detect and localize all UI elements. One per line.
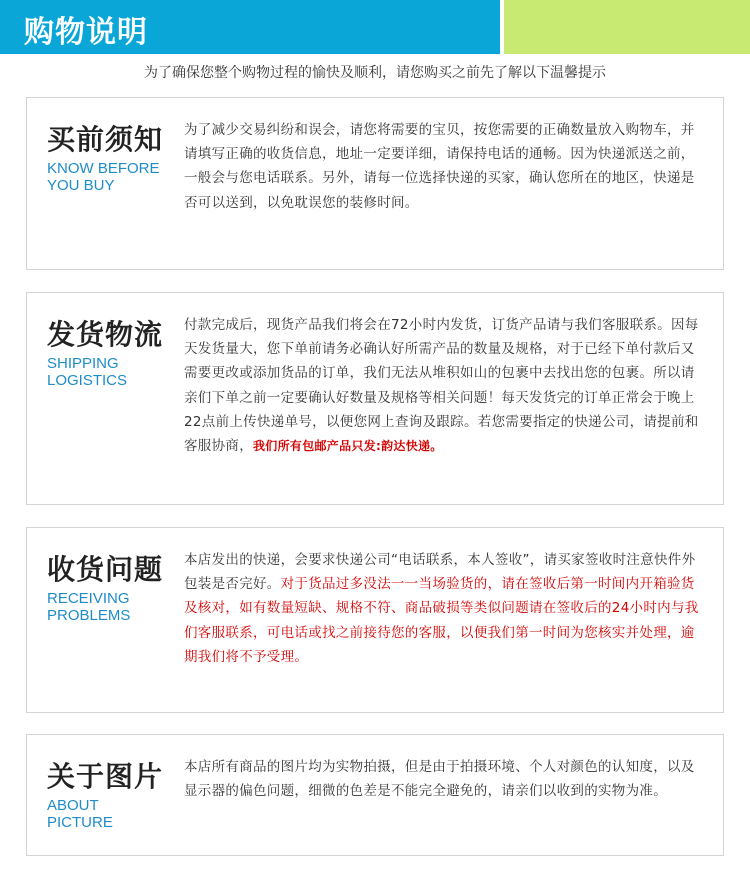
body-highlight-red: 我们所有包邮产品只发:韵达快递。 xyxy=(253,439,443,454)
section-about-picture xyxy=(26,734,724,856)
section-english-title xyxy=(47,797,177,831)
body-text: 本店发出的快递，会要求快递公司“电话联系，本人签收”，请买家签收时注意快件外包装是否完好。 xyxy=(184,552,696,593)
section-body xyxy=(184,548,704,669)
body-highlight-red: 对于货品过多没法一一当场验货的，请在签收后第一时间内开箱验货及核对，如有数量短缺、规格不符、商品破损等类似问题请在签收后的24小时内与我们客服联系，可电话或找之前接待您的客服，以便我们第一时间为您核实并处理，逾期我们将不予受理。 xyxy=(184,576,699,665)
english-title-line: YOU BUY xyxy=(47,177,115,194)
section-heading: 收货问题 xyxy=(47,553,164,586)
english-title-line: PROBLEMS xyxy=(47,607,131,624)
section-body xyxy=(184,313,704,458)
section-english-title xyxy=(47,590,177,624)
page-title: 购物说明 xyxy=(24,15,148,50)
english-title-line: KNOW BEFORE xyxy=(47,160,160,177)
english-title-line: SHIPPING xyxy=(47,355,119,372)
header-green-band xyxy=(504,0,750,54)
section-body: 本店所有商品的图片均为实物拍摄，但是由于拍摄环境、个人对颜色的认知度，以及显示器的偏色问题，细微的色差是不能完全避免的，请亲们以收到的实物为准。 xyxy=(184,759,695,800)
section-heading: 发货物流 xyxy=(47,318,164,351)
section-know-before-you-buy xyxy=(26,97,724,270)
section-heading: 买前须知 xyxy=(47,123,164,156)
section-english-title xyxy=(47,160,177,194)
body-text: 付款完成后，现货产品我们将会在72小时内发货，订货产品请与我们客服联系。因每天发货量大，您下单前请务必确认好所需产品的数量及规格，对于已经下单付款后又需要更改或添加货品的订单，我们无法从堆积如山的包裹中去找出您的包裹。所以请亲们下单之前一定要确认好数量及规格等相关问题！每天发货完的订单正常会于晚上22点前上传快递单号，以便您网上查询及跟踪。若您需要指定的快递公司，请提前和客服协商， xyxy=(184,317,699,455)
section-receiving-problems xyxy=(26,527,724,713)
english-title-line: ABOUT xyxy=(47,797,99,814)
section-body: 为了减少交易纠纷和误会，请您将需要的宝贝，按您需要的正确数量放入购物车，并请填写正确的收货信息，地址一定要详细，请保持电话的通畅。因为快递派送之前，一般会与您电话联系。另外，请每一位选择快递的买家，确认您所在的地区，快递是否可以送到，以免耽误您的装修时间。 xyxy=(184,122,695,211)
page-header xyxy=(0,0,750,54)
english-title-line: RECEIVING xyxy=(47,590,130,607)
section-english-title xyxy=(47,355,177,389)
english-title-line: LOGISTICS xyxy=(47,372,128,389)
english-title-line: PICTURE xyxy=(47,814,113,831)
intro-subtitle: 为了确保您整个购物过程的愉快及顺利，请您购买之前先了解以下温馨提示 xyxy=(144,65,606,81)
section-heading: 关于图片 xyxy=(47,760,164,793)
section-shipping-logistics xyxy=(26,292,724,505)
